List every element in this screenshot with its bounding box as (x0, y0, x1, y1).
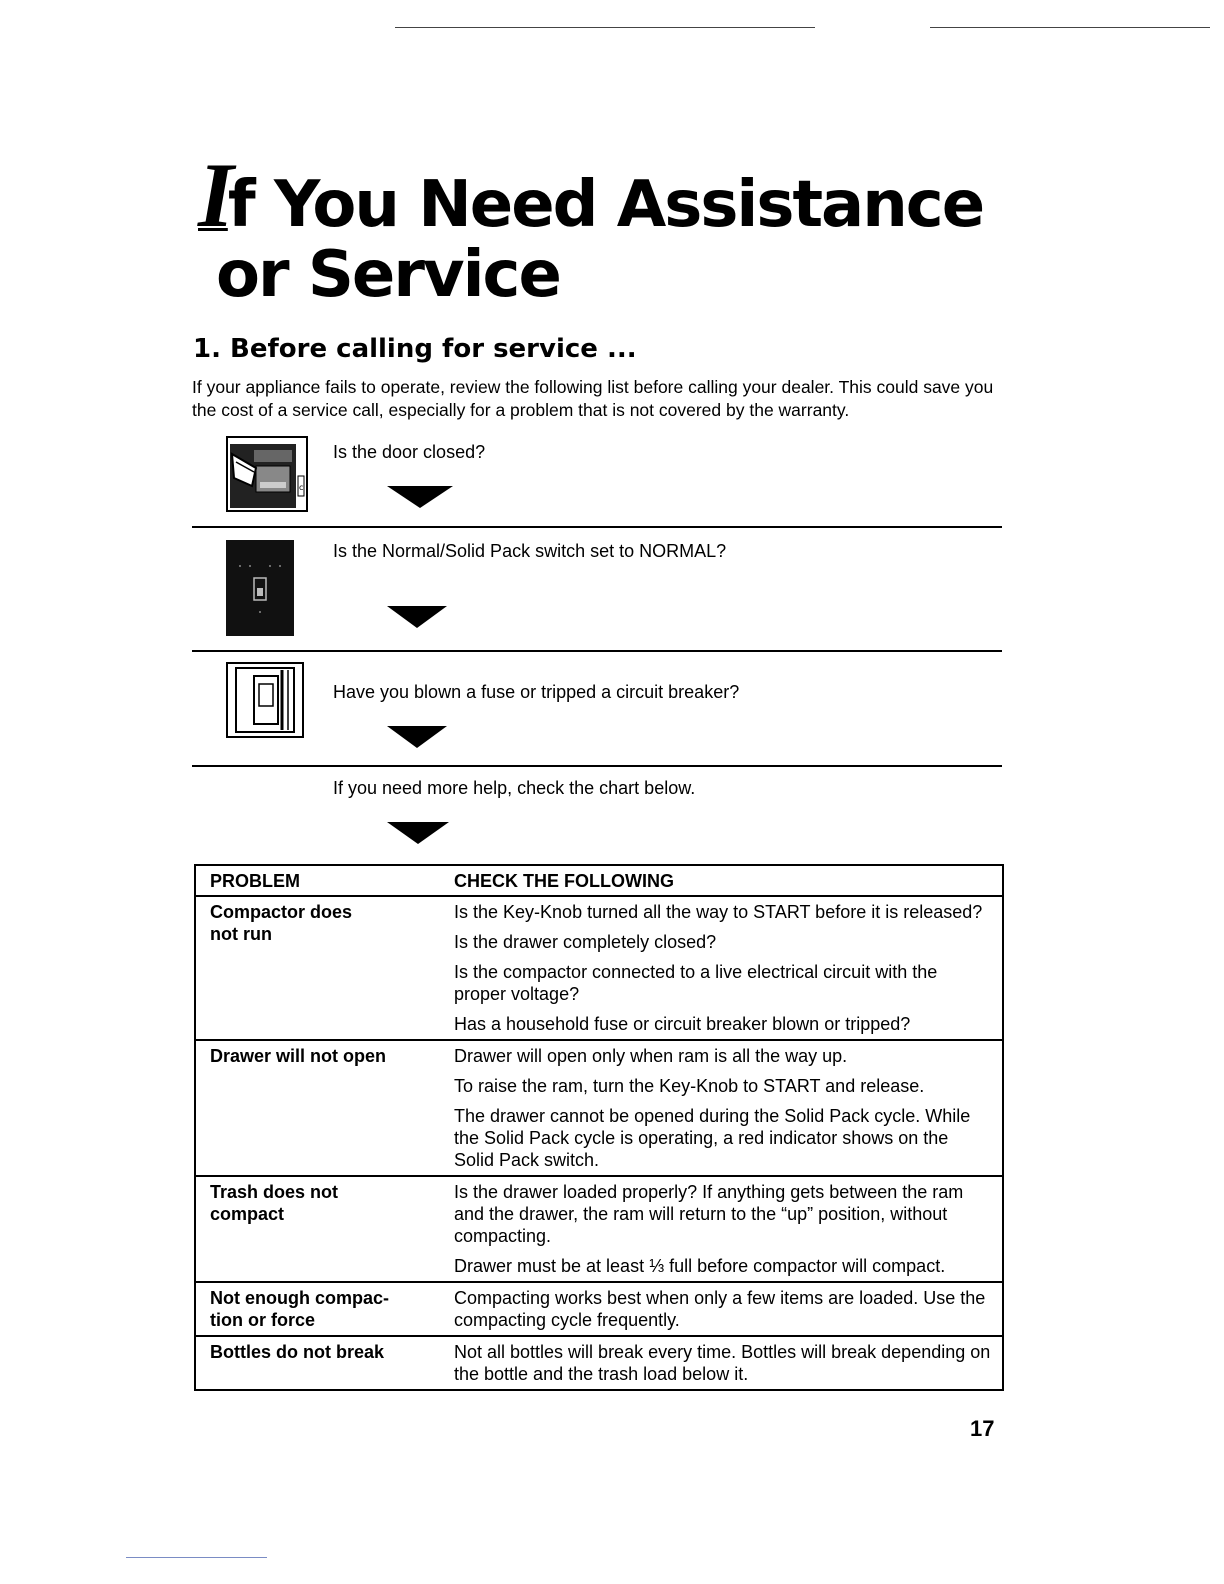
check-item: Has a household fuse or circuit breaker blown or tripped? (454, 1014, 911, 1034)
check-item: Drawer must be at least ⅓ full before compactor will compact. (454, 1256, 946, 1276)
problem-text: Drawer will not open (210, 1046, 387, 1066)
divider (192, 765, 1002, 767)
checks-cell (442, 1282, 1003, 1336)
title-drop-cap: I (198, 144, 228, 246)
title-line-2: or Service (216, 238, 560, 312)
check-item: Is the Key-Knob turned all the way to START before it is released? (454, 902, 983, 922)
check-item: Compacting works best when only a few items are loaded. Use the compacting cycle frequently. (454, 1288, 986, 1330)
page-title (198, 144, 984, 312)
down-arrow-icon (387, 726, 447, 753)
table-row (195, 1176, 1003, 1282)
down-arrow-icon (387, 606, 447, 633)
check-item: Not all bottles will break every time. Bottles will break depending on the bottle and the trash load below it. (454, 1342, 991, 1384)
table-row (195, 1282, 1003, 1336)
problem-text: Not enough compac-tion or force (210, 1288, 389, 1330)
check-item: To raise the ram, turn the Key-Knob to START and release. (454, 1076, 925, 1096)
title-line-1: f You Need Assistance (227, 168, 984, 242)
table-row (195, 1336, 1003, 1390)
problem-cell (195, 1336, 442, 1390)
problem-text: Trash does not compact (210, 1182, 339, 1224)
column-header-problem: PROBLEM (195, 865, 442, 896)
check-item: Is the drawer completely closed? (454, 932, 717, 952)
check-item: The drawer cannot be opened during the Solid Pack cycle. While the Solid Pack cycle is operating, a red indicator shows on the Solid Pack switch. (454, 1106, 971, 1170)
compactor-door-icon (226, 436, 308, 517)
step-question-door: Is the door closed? (333, 442, 486, 462)
troubleshooting-table (194, 864, 1004, 1391)
checks-cell (442, 1040, 1003, 1176)
scan-artifact-line (930, 27, 1210, 28)
divider (192, 526, 1002, 528)
more-help-text: If you need more help, check the chart below. (333, 778, 696, 798)
switch-panel-icon (226, 540, 294, 641)
table-row (195, 1040, 1003, 1176)
section-heading: 1. Before calling for service ... (193, 334, 637, 364)
scan-artifact-line (126, 1557, 267, 1558)
step-question-fuse: Have you blown a fuse or tripped a circuit breaker? (333, 682, 740, 702)
problem-cell (195, 1176, 442, 1282)
page-number: 17 (970, 1416, 995, 1441)
problem-text: Bottles do not break (210, 1342, 385, 1362)
step-question-switch: Is the Normal/Solid Pack switch set to NORMAL? (333, 541, 727, 561)
problem-cell (195, 1282, 442, 1336)
svg-text:c: c (299, 483, 304, 492)
check-item: Is the compactor connected to a live electrical circuit with the proper voltage? (454, 962, 938, 1004)
table-row (195, 896, 1003, 1040)
check-item: Drawer will open only when ram is all the way up. (454, 1046, 848, 1066)
down-arrow-icon (387, 486, 453, 513)
problem-cell (195, 896, 442, 1040)
divider (192, 650, 1002, 652)
checks-cell (442, 1176, 1003, 1282)
down-arrow-icon (387, 822, 449, 849)
column-header-check: CHECK THE FOLLOWING (442, 865, 1003, 896)
table-header-row (195, 865, 1003, 896)
scan-artifact-line (395, 27, 815, 28)
problem-text: Compactor does not run (210, 902, 353, 944)
check-item: Is the drawer loaded properly? If anything gets between the ram and the drawer, the ram will return to the “up” position, without compacting. (454, 1182, 964, 1246)
problem-cell (195, 1040, 442, 1176)
circuit-breaker-icon (226, 662, 304, 743)
checks-cell (442, 1336, 1003, 1390)
checks-cell (442, 896, 1003, 1040)
intro-paragraph: If your appliance fails to operate, review the following list before calling your dealer. This could save you the cost of a service call, especially for a problem that is not covered by the warranty. (192, 377, 994, 420)
